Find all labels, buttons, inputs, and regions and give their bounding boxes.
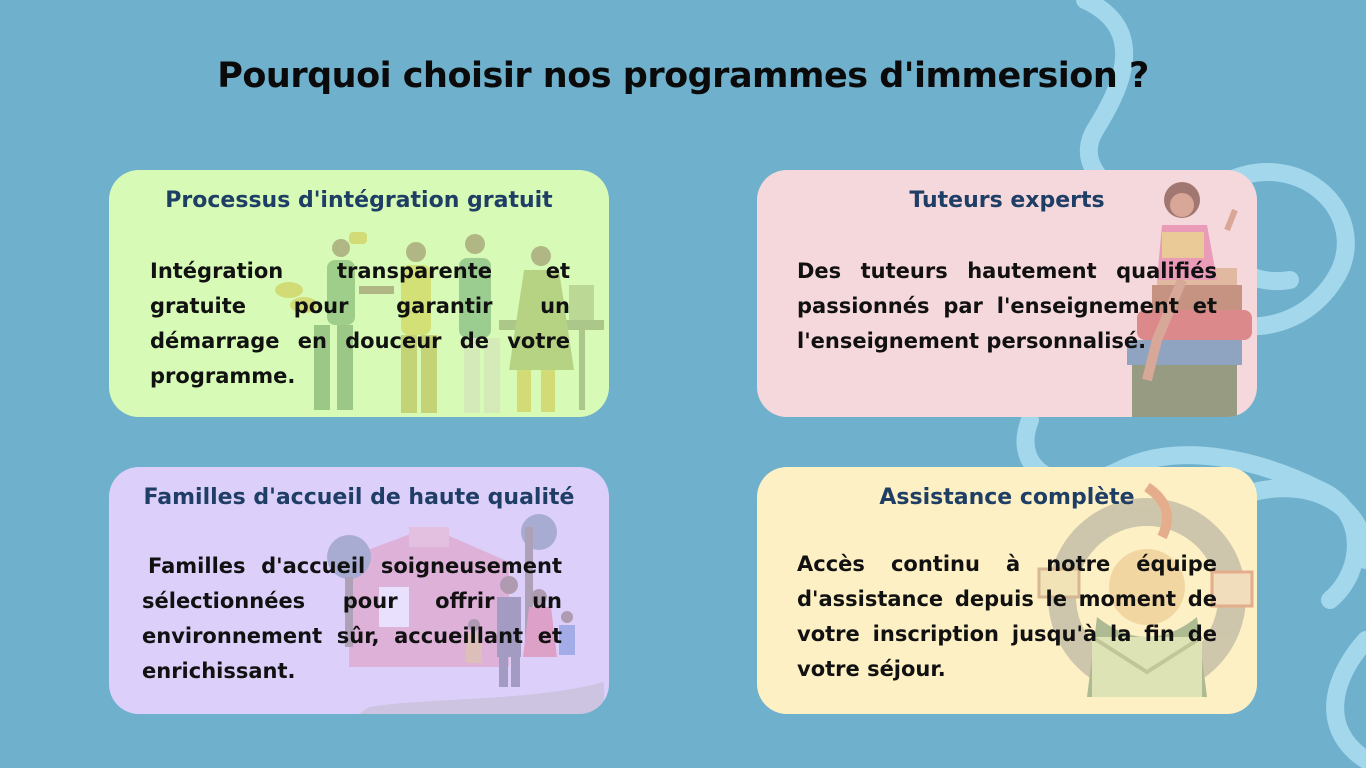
card-title: Familles d'accueil de haute qualité (143, 485, 575, 510)
card-host-families (109, 467, 609, 714)
page-title: Pourquoi choisir nos programmes d'immersion ? (217, 56, 1149, 96)
card-text: Accès continu à notre équipe d'assistance depuis le moment de votre inscription jusqu'à la fin de votre séjour. (797, 552, 1217, 681)
card-text: Intégration transparente et gratuite pour garantir un démarrage en douceur de votre programme. (150, 259, 570, 388)
card-support (757, 467, 1257, 714)
card-tutors (757, 170, 1257, 417)
card-integration (109, 170, 609, 417)
card-title: Assistance complète (879, 485, 1135, 510)
card-title: Processus d'intégration gratuit (165, 188, 553, 213)
card-text: Familles d'accueil soigneusement sélectionnées pour offrir un environnement sûr, accueillant et enrichissant. (142, 554, 562, 683)
card-text: Des tuteurs hautement qualifiés passionnés par l'enseignement et l'enseignement personnalisé. (797, 259, 1217, 353)
card-title: Tuteurs experts (909, 188, 1105, 213)
